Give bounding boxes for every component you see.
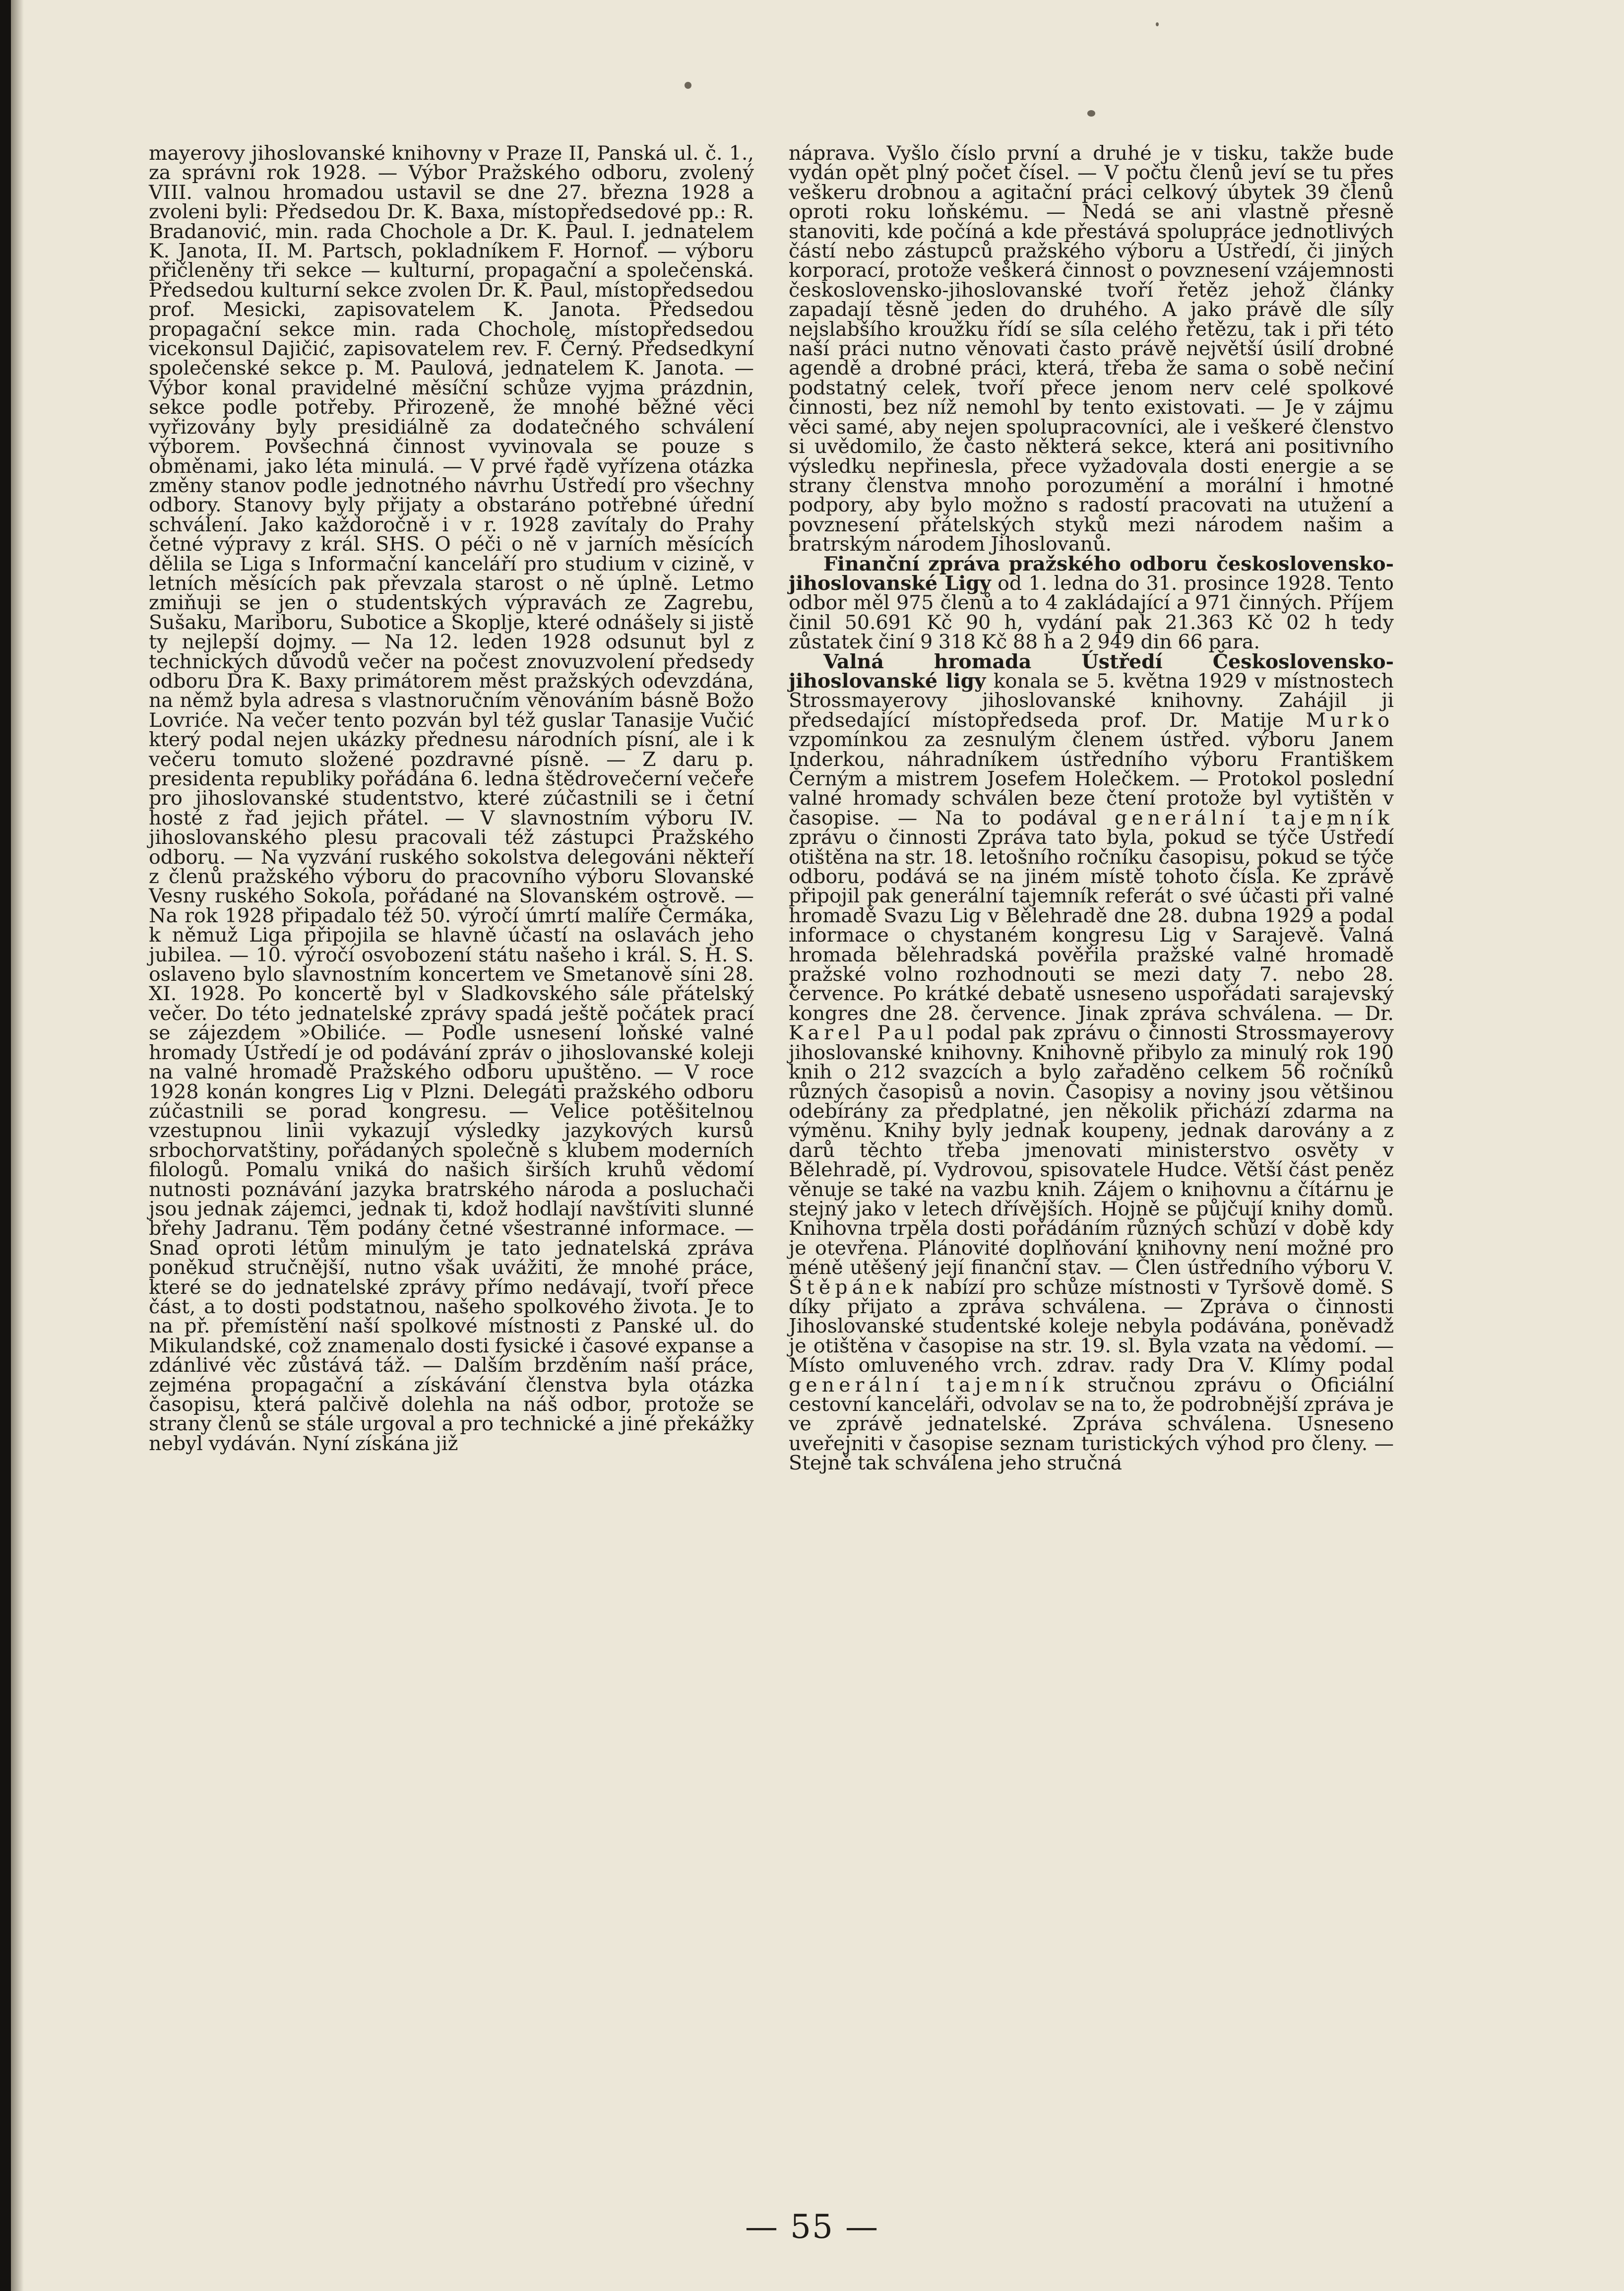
financial-report-text: od 1. ledna do 31. prosince 1928. Tento odbor měl 975 členů a to 4 zakládající a 971 činných. Příjem činil 50.691 Kč 90 h, vydání pak 21.363 Kč 02 h tedy zůstatek činí 9 318 Kč 88 h a 2 949 din 66 para. [789, 572, 1394, 654]
general-assembly-text: zprávu o činnosti Zpráva tato byla, pokud se týče Ústředí otištěna na str. 18. letošního ročníku časopisu, pokud se týče odboru, podává se na jiném místě tohoto čísla. Ke zprávě připojil pak generální tajemník referát o své účasti při valné hromadě Svazu Lig v Bělehradě dne 28. dubna 1929 a podal informace o chystaném kongresu Lig v Sarajevě. Valná hromada bělehradská pověřila pražské valné hromadě pražské volno rozhodnouti se mezi daty 7. nebo 28. července. Po krátké debatě usneseno uspořádati sarajevský kongres dne 28. července. Jinak zpráva schválena. — Dr. [789, 826, 1394, 1025]
spaced-name-karel-paul: Karel Paul [789, 1021, 938, 1045]
book-spine-edge [0, 0, 11, 2291]
left-column-text: mayerovy jihoslovanské knihovny v Praze II, Panská ul. č. 1., za správní rok 1928. — Výbor Pražského odboru, zvolený VIII. valnou hromadou ustavil se dne 27. března 1928 a zvoleni byli: Předsedou Dr. K. Baxa, místopředsedové pp.: R. Bradanović, min. rada Chochole a Dr. K. Paul. I. jednatelem K. Janota, II. M. Partsch, pokladníkem F. Hornof. — výboru přičleněny tři sekce — kulturní, propagační a společenská. Předsedou kulturní sekce zvolen Dr. K. Paul, místopředsedou prof. Mesicki, zapisovatelem K. Janota. Předsedou propagační sekce min. rada Chochole, místopředsedou vicekonsul Dajičić, zapisovatelem rev. F. Černý. Předsedkyní společenské sekce p. M. Paulová, jednatelem K. Janota. — Výbor konal pravidelné měsíční schůze vyjma prázdnin, sekce podle potřeby. Přirozeně, že mnohé běžné věci vyřizovány byly presidiálně za dodatečného schválení výborem. Povšechná činnost vyvinovala se pouze s obměnami, jako léta minulá. — V prvé řadě vyřízena otázka změny stanov podle jednotného návrhu Ústředí pro všechny odbory. Stanovy byly přijaty a obstaráno potřebné úřední schválení. Jako každoročně i v r. 1928 zavítaly do Prahy četné výpravy z král. SHS. O péči o ně v jarních měsících dělila se Liga s Informační kanceláří pro studium v cizině, v letních měsících pak převzala starost o ně úplně. Letmo zmiňuji se jen o studentských výpravách ze Zagrebu, Sušaku, Mariboru, Subotice a Skoplje, které odnášely si jistě ty nejlepší dojmy. — Na 12. leden 1928 odsunut byl z technických důvodů večer na počest znovuzvolení předsedy odboru Dra K. Baxy primátorem měst pražských odevzdána, na němž byla adresa s vlastnoručním věnováním básně Božo Lovriće. Na večer tento pozván byl též guslar Tanasije Vučić který podal nejen ukázky přednesu národních písní, ale i k večeru tomuto složené pozdravné písně. — Z daru p. presidenta republiky pořádána 6. ledna štědrovečerní večeře pro jihoslovanské studentstvo, které zúčastnili se i četní hosté z řad jejich přátel. — V slavnostním výboru IV. jihoslovanského plesu pracovali též zástupci Pražského odboru. — Na vyzvání ruského sokolstva delegováni někteří z členů pražského výboru do pracovního výboru Slovanské Vesny ruského Sokola, pořádané na Slovanském ostrově. — Na rok 1928 připadalo též 50. výročí úmrtí malíře Čermáka, k němuž Liga připojila se hlavně účastí na oslavách jeho jubilea. — 10. výročí osvobození státu našeho i král. S. H. S. oslaveno bylo slavnostním koncertem ve Smetanově síni 28. XI. 1928. Po koncertě byl v Sladkovského sále přátelský večer. Do této jednatelské zprávy spadá ještě počátek prací se zájezdem »Obiliće. — Podle usnesení loňské valné hromady Ústředí je od podávání zpráv o jihoslovanské koleji na valné hromadě Pražského odboru upuštěno. — V roce 1928 konán kongres Lig v Plzni. Delegáti pražského odboru zúčastnili se porad kongresu. — Velice potěšitelnou vzestupnou linii vykazují výsledky jazykových kursů srbochorvatštiny, pořádaných společně s klubem moderních filologů. Pomalu vniká do našich širších kruhů vědomí nutnosti poznávání jazyka bratrského národa a posluchači jsou jednak zájemci, jednak ti, kdož hodlají navštíviti slunné břehy Jadranu. Těm podány četné všestranné informace. — Snad oproti létům minulým je tato jednatelská zpráva poněkud stručnější, nutno však uvážiti, že mnohé práce, které se do jednatelské zprávy přímo nedávají, tvoří přece část, a to dosti podstatnou, našeho spolkového života. Je to na př. přemístění naší spolkové místnosti z Panské ul. do Mikulandské, což znamenalo dosti fysické i časové expanse a zdánlivé věc zůstává táž. — Dalším brzděním naší práce, zejména propagační a získávání členstva byla otázka časopisu, která palčivě dolehla na náš odbor, protože se strany členů se stále urgoval a pro technické a jiné překážky nebyl vydáván. Nyní získána již [149, 142, 754, 1455]
spaced-title-general-secretary: generální tajemník [789, 1373, 1069, 1397]
paper-speck [1087, 110, 1095, 117]
general-assembly-text: nabízí pro schůze místnosti v Tyršově domě. S díky přijato a zpráva schválena. — Zpráva o činnosti Jihoslovanské studentské koleje nebyla podávána, poněvadž je otištěna v časopise na str. 19. sl. Byla vzata na vědomí. — Místo omluveného vrch. zdrav. rady Dra V. Klímy podal [789, 1275, 1394, 1377]
paper-speck [1156, 22, 1159, 26]
closing-paragraph: náprava. Vyšlo číslo první a druhé je v tisku, takže bude vydán opět plný počet čísel. — V počtu členů jeví se tu přes veškeru drobnou a agitační práci celkový úbytek 39 členů oproti roku loňskému. — Nedá se ani vlastně přesně stanoviti, kde počíná a kde přestává spolupráce jednotlivých částí nebo zástupců pražského výboru a Ústředí, či jiných korporací, protože veškerá činnost o povznesení vzájemnosti československo-jihoslovanské tvoří řetěz jehož články zapadají těsně jeden do druhého. A jako právě dle síly nejslabšího kroužku řídí se síla celého řetězu, tak i při této naší práci nutno věnovati často právě největší úsilí drobné agendě a drobné práci, která, třeba že sama o sobě nečiní podstatný celek, tvoří přece jenom nerv celé spolkové činnosti, bez níž nemohl by tento existovati. — Je v zájmu věci samé, aby nejen spolupracovníci, ale i veškeré členstvo si uvědomilo, že často některá sekce, která ani positivního výsledku nepřinesla, přece vyžadovala dosti energie a se strany členstva mnoho porozumění a morální i hmotné podpory, aby bylo možno s radostí pracovati na utužení a povznesení přátelských styků mezi národem našim a bratrským národem Jihoslovanů. [789, 142, 1394, 556]
spaced-name-murko: Murko [1306, 708, 1394, 732]
financial-report-heading: Finanční zpráva pražského odboru československo-jihoslovanské Ligy [789, 552, 1394, 595]
general-assembly-paragraph [789, 652, 1394, 1473]
general-assembly-text: stručnou zprávu o Oficiální cestovní kanceláři, odvolav se na to, že podrobnější zpráva je ve zprávě jednatelské. Zpráva schválena. Usneseno uveřejniti v časopise seznam turistických výhod pro členy. — Stejně tak schválena jeho stručná [789, 1373, 1394, 1475]
left-column [149, 144, 754, 1454]
general-assembly-text: podal pak zprávu o činnosti Strossmayerovy jihoslovanské knihovny. Knihovně přibylo za minulý rok 190 knih o 212 svazcích a bylo zařaděno celkem 56 ročníků různých časopisů a novin. Časopisy a noviny jsou většinou odebírány za předplatné, jen několik přichází zdarma na výměnu. Knihy byly jednak koupeny, jednak darovány a z darů těchto třeba jmenovati ministerstvo osvěty v Bělehradě, pí. Vydrovou, spisovatele Hudce. Větší část peněz věnuje se také na vazbu knih. Zájem o knihovnu a čítárnu je stejný jako v letech dřívějších. Hojně se půjčují knihy domů. Knihovna trpěla dosti pořádáním různých schůzí v době kdy je otevřena. Plánovité doplňování knihovny není možné pro méně utěšený její finanční stav. — Člen ústředního výboru V. [789, 1021, 1394, 1279]
paper-speck [685, 82, 691, 89]
spaced-title-general-secretary: generální tajemník [1114, 806, 1394, 829]
page-number: — 55 — [745, 2208, 879, 2246]
binding-shadow [11, 0, 24, 2291]
general-assembly-text: vzpomínkou za zesnulým členem ústřed. výboru Janem Inderkou, náhradníkem ústředního výboru Františkem Černým a mistrem Josefem Holečkem. — Protokol poslední valné hromady schválen beze čtení protože byl vytištěn v časopise. — Na to podával [789, 728, 1394, 829]
right-column [789, 144, 1394, 1473]
financial-report-paragraph [789, 552, 1394, 654]
general-assembly-text: konala se 5. května 1929 v místnostech Strossmayerovy jihoslovanské knihovny. Zahájil ji předsedající místopředseda prof. Dr. Matije [789, 669, 1394, 732]
general-assembly-heading: Valná hromada Ústředí Československo-jihoslovanské ligy [789, 650, 1394, 693]
spaced-name-stepanek: Štěpánek [789, 1275, 918, 1299]
